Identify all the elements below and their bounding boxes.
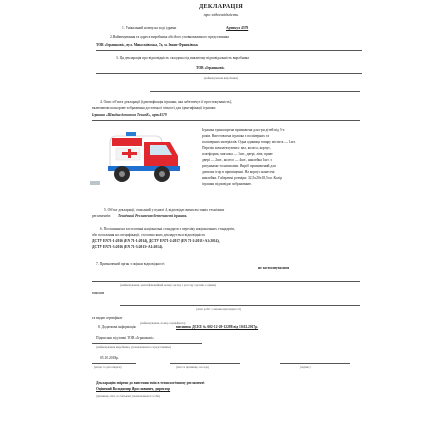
section6-standards-2: ДСТУ EN71-3:2016 (EN 71-3:2013+A1:2014). <box>92 245 163 249</box>
issue-date: 05.10.2018р. <box>100 356 119 360</box>
section7-cert: та видав сертифікат <box>92 316 123 320</box>
name-note: (ім'я та прізвище, посада) <box>176 365 209 369</box>
section6-line1: 6. Посилання на застосовані національні стандарти з переліку національних стандартів, <box>100 227 235 231</box>
section8-value: висновок ДСЕЕ № 602-12-20-12288 від 10.02.2017р. <box>176 325 259 329</box>
desc-line-5: платформа, мигалка — 1шт., двері, ліве, праве <box>202 152 273 156</box>
signer-note: (найменування виробника, уповноваженого представника) <box>96 345 171 349</box>
section7-rule-2 <box>120 305 360 306</box>
desc-line-4: Перелік комплектуючих: вал, колеса, корпус, <box>202 146 271 150</box>
manufacturer-underline <box>96 73 362 74</box>
item3-text: 3. Ця декларація про відповідність складена під виключну відповідальність виробника <box>116 56 249 60</box>
desc-line-1: Іграшка транспортна призначена для гри дітей від 3-х <box>202 128 285 132</box>
date-underline <box>92 363 136 364</box>
item1-label: 1. Унікальний номер на ході ідрами <box>122 26 177 30</box>
section4-note: (найменування виробника) <box>203 76 239 80</box>
section8-label: 8. Додаткова інформація: <box>98 325 137 329</box>
section7-label: 7. Призначений орган з оцінки відповідності <box>96 262 165 266</box>
document-title: ДЕКЛАРАЦІЯ <box>198 3 244 10</box>
desc-line-8: дитячих ігор в приміщенні. На корпус нанесені <box>202 170 275 174</box>
document-subtitle: про відповідність <box>203 12 239 17</box>
section5-line1: 5. Об'єкт декларації, описаний у пункті 4, відповідає вимогам таких технічних <box>104 208 225 212</box>
section5-regulation: Технічний Регламент безпечності іграшок. <box>118 214 188 218</box>
desc-line-10: іграшки відповідає зображенню. <box>202 182 252 186</box>
section7-value: не застосовувалися <box>258 266 290 270</box>
signer-line: Підписано від імені ТОВ «Іграшкові» <box>96 336 154 340</box>
section6-line2: або посилання на специфікації, стосовно яких декларується відповідність <box>92 233 206 237</box>
section7-note1: (найменування, ідентифікаційний номер органу з реєстру органів з оцінки) <box>120 283 217 287</box>
sign-note: (підпис) <box>300 365 311 369</box>
product-name: Іграшка «Швидка допомога ТехноК», арт.4579 <box>92 113 167 117</box>
ambulance-toy-image <box>100 128 184 184</box>
section7-word: виконав <box>92 291 105 295</box>
sign-underline <box>280 363 350 364</box>
item3-manufacturer: ТОВ «Іграшкові» <box>196 66 225 70</box>
desc-line-3: полімерних матеріалів. Одна одиниця товару містить — 1шт. <box>202 140 296 144</box>
item2-address: ТОВ «Іграшкові», вул. Миколаївська, 7а, м. Івано-Франківськ <box>96 43 199 47</box>
section4-intro: 4. Опис об'єкта декларації (ідентифікація іграшки, яка забезпечує її простежуваність), <box>100 100 232 104</box>
section5-label: регламентів: <box>92 214 112 218</box>
desc-line-7: рисунками та написами. Виріб призначений для <box>202 164 276 168</box>
desc-line-6: двері — 2шт., колесо — 4шт., наклейка 1шт. з <box>202 158 272 162</box>
section4-top-rule <box>150 91 360 92</box>
name-underline <box>170 363 240 364</box>
desc-line-9: наклейки. Габаритні розміри: 32,5х20х18,5см. Колір <box>202 176 282 180</box>
section7-note3: (найменування, номер сертифіката) <box>140 321 186 325</box>
image-marker <box>90 181 100 185</box>
address-underline <box>96 50 362 51</box>
date-note: (місце та дата видачі) <box>94 365 122 369</box>
section7-rule-1 <box>92 281 360 282</box>
section7-note2: (опис робіт з оцінки відповідності) <box>196 307 241 311</box>
footer-line-3: (прізвище, ім'я, по батькові уповноваженої особи) <box>96 394 160 398</box>
signer-underline <box>92 343 202 344</box>
section6-standards-1: ДСТУ EN71-1:2016 (EN 71-1:2014), ДСТУ EN71-2:2017 (EN 71-2:2011+A1:2014), <box>92 239 220 243</box>
footer-line-1: Декларацію звірено до внесення змін в технологічному регламенті <box>96 381 205 385</box>
section4-intro2: включаючи кольорове зображення достатньої чіткості для ідентифікації іграшки <box>92 106 216 110</box>
product-underline <box>92 120 360 121</box>
desc-line-2: років. Виготовлена іграшка з полімерних та <box>202 134 270 138</box>
item1-value: Артикул 4579 <box>226 26 249 30</box>
footer-line-2: Оцінений Володимир Ярославович, директор <box>96 387 171 391</box>
item2-text: 2.Найменування та адреса виробника або його уповноваженого представника <box>110 35 229 39</box>
